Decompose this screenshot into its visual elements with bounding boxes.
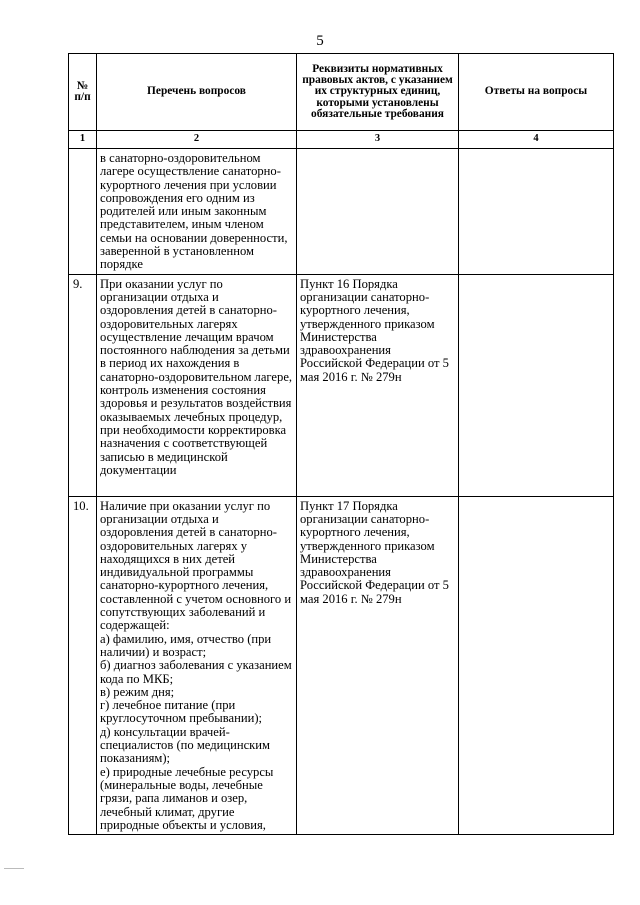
- header-num-line2: п/п: [74, 91, 91, 103]
- table-row: [69, 496, 614, 834]
- table-row: [69, 274, 614, 496]
- row-number: 9.: [69, 274, 97, 496]
- row-number: [69, 149, 97, 275]
- row-requisites: Пункт 17 Порядка организации санаторно-курортного лечения, утвержденного приказом Министерства здравоохранения Российской Федерации от 5 мая 2016 г. № 279н: [297, 496, 459, 834]
- column-number: 4: [459, 131, 614, 149]
- checklist-table: [68, 53, 614, 835]
- table-row: [69, 149, 614, 275]
- column-number-row: [69, 131, 614, 149]
- row-answer: [459, 149, 614, 275]
- row-question: При оказании услуг по организации отдыха и оздоровления детей в санаторно-оздоровительных лагерях осуществление лечащим врачом постоянного наблюдения за детьми в период их нахождения в санаторно-оздоровительном лагере, контроль изменения состояния здоровья и результатов воздействия оказываемых лечебных процедур, при необходимости корректировка назначения с соответствующей записью в медицинской документации: [97, 274, 297, 496]
- header-requisites: Реквизиты нормативных правовых актов, с указанием их структурных единиц, которыми установлены обязательные требования: [297, 54, 459, 131]
- row-requisites: Пункт 16 Порядка организации санаторно-курортного лечения, утвержденного приказом Министерства здравоохранения Российской Федерации от 5 мая 2016 г. № 279н: [297, 274, 459, 496]
- table-header-row: [69, 54, 614, 131]
- column-number: 2: [97, 131, 297, 149]
- header-questions: Перечень вопросов: [97, 54, 297, 131]
- page-number: 5: [316, 33, 324, 49]
- row-question: Наличие при оказании услуг по организации отдыха и оздоровления детей в санаторно-оздоровительных лагерях у находящихся в них детей индивидуальной программы санаторно-курортного лечения, составленной с учетом основного и сопутствующих заболеваний и содержащей: а) фамилию, имя, отчество (при наличии) и возраст; б) диагноз заболевания с указанием кода по МКБ; в) режим дня; г) лечебное питание (при круглосуточном пребывании); д) консультации врачей-специалистов (по медицинским показаниям); е) природные лечебные ресурсы (минеральные воды, лечебные грязи, рапа лиманов и озер, лечебный климат, другие природные объекты и условия,: [97, 496, 297, 834]
- header-num: [69, 54, 97, 131]
- column-number: 1: [69, 131, 97, 149]
- row-question: в санаторно-оздоровительном лагере осуществление санаторно-курортного лечения при условии сопровождения его одним из родителей или иным законным представителем, иным членом семьи на основании доверенности, заверенной в установленном порядке: [97, 149, 297, 275]
- row-answer: [459, 274, 614, 496]
- column-number: 3: [297, 131, 459, 149]
- row-number: 10.: [69, 496, 97, 834]
- header-answers: Ответы на вопросы: [459, 54, 614, 131]
- row-answer: [459, 496, 614, 834]
- header-num-line1: №: [76, 79, 89, 92]
- margin-mark: [4, 868, 24, 869]
- row-requisites: [297, 149, 459, 275]
